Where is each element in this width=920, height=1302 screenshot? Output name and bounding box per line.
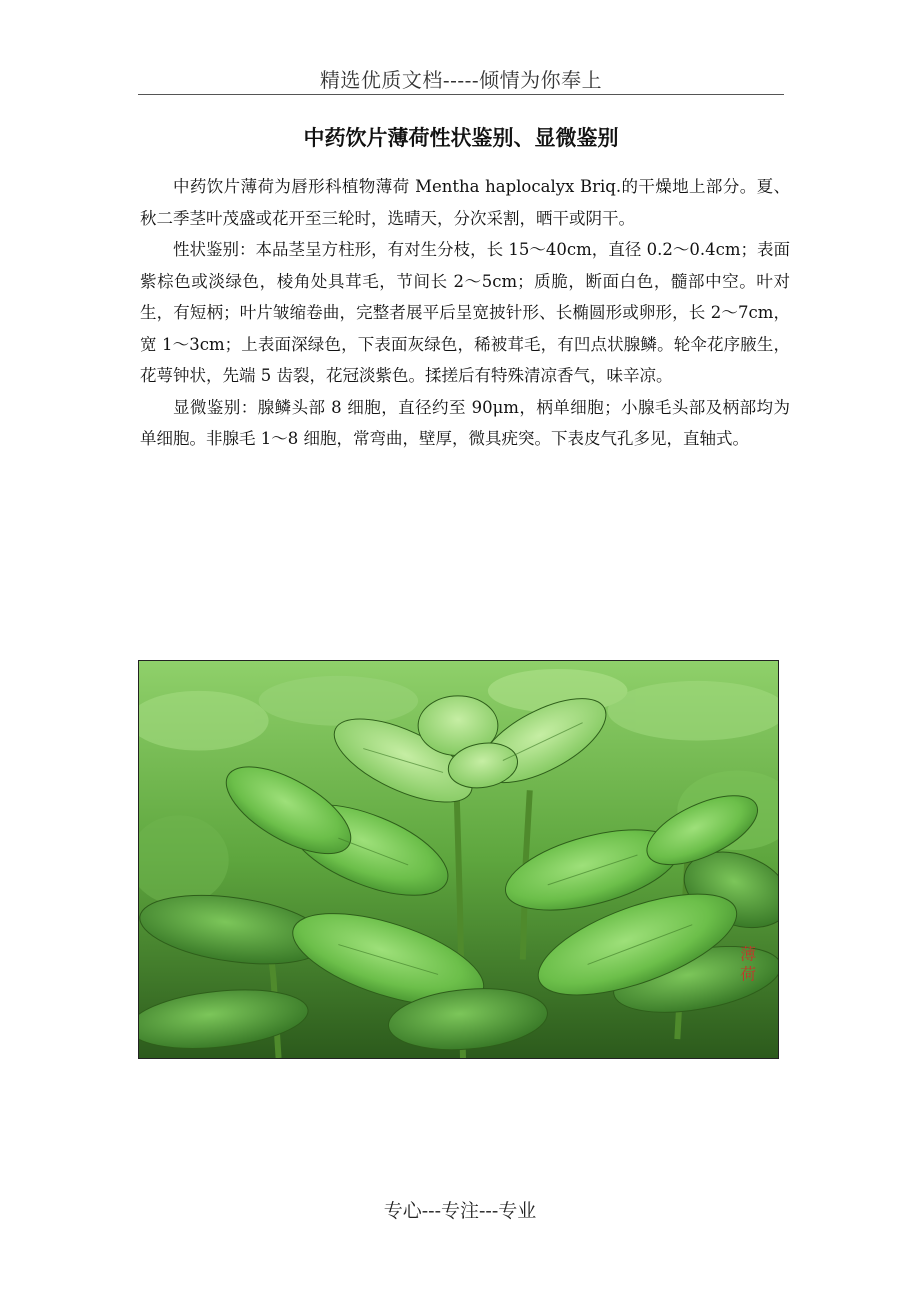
document-body [140, 171, 790, 455]
microscopic-identification-paragraph: 显微鉴别：腺鳞头部 8 细胞，直径约至 90μm，柄单细胞；小腺毛头部及柄部均为单细胞。非腺毛 1～8 细胞，常弯曲，壁厚，微具疣突。下表皮气孔多见，直轴式。 [140, 397, 790, 448]
watermark-char-2: 荷 [740, 964, 757, 984]
page-footer: 专心---专注---专业 [383, 1200, 537, 1222]
watermark-char-1: 薄 [740, 944, 757, 964]
header-divider [138, 94, 784, 95]
macroscopic-identification-paragraph: 性状鉴别：本品茎呈方柱形，有对生分枝，长 15～40cm，直径 0.2～0.4cm；表面紫棕色或淡绿色，棱角处具茸毛，节间长 2～5cm；质脆，断面白色，髓部中空。叶对生，有短柄；叶片皱缩卷曲，完整者展平后呈宽披针形、长椭圆形或卵形，长 2～7cm，宽 1～3cm；上表面深绿色，下表面灰绿色，稀被茸毛，有凹点状腺鳞。轮伞花序腋生，花萼钟状，先端 5 齿裂，花冠淡紫色。揉搓后有特殊清凉香气，味辛凉。 [140, 240, 790, 385]
page-header: 精选优质文档-----倾情为你奉上 [319, 68, 603, 92]
intro-paragraph: 中药饮片薄荷为唇形科植物薄荷 Mentha haplocalyx Briq.的干燥地上部分。夏、秋二季茎叶茂盛或花开至三轮时，选晴天，分次采割，晒干或阴干。 [140, 177, 790, 228]
document-title: 中药饮片薄荷性状鉴别、显微鉴别 [303, 125, 619, 150]
mint-plant-photo [138, 660, 779, 1059]
